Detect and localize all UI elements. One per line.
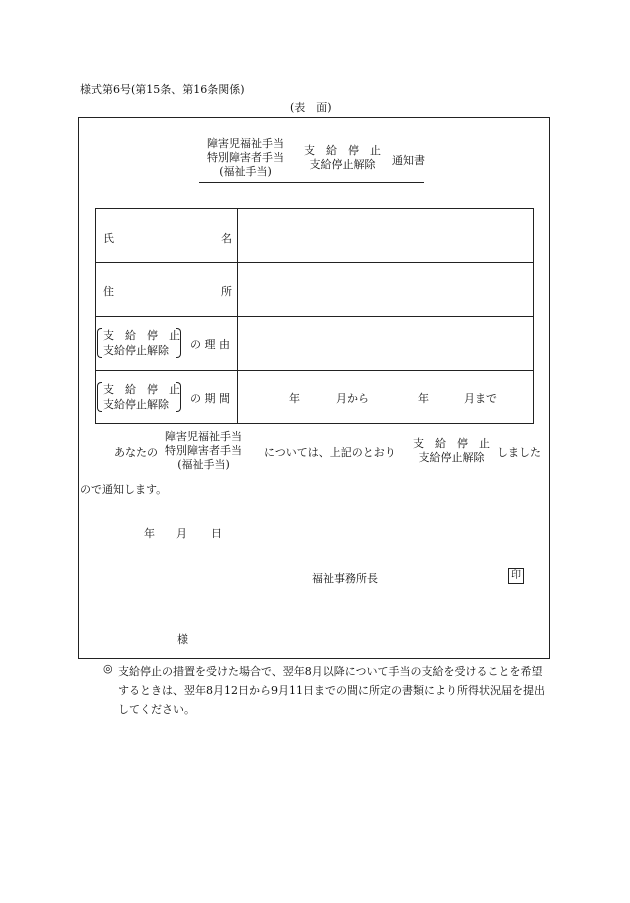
title-action-types: [304, 144, 381, 172]
seal-stamp: 印: [508, 568, 524, 584]
sentence-allowance-3: (福祉手当): [177, 458, 230, 471]
table-row-address: [96, 262, 533, 317]
action-suspend: 支 給 停 止: [304, 144, 381, 157]
note-mark: ◎: [103, 662, 113, 675]
period-brace: [97, 382, 181, 412]
title-allowance-types: [207, 137, 284, 179]
date-month: 月: [176, 527, 187, 540]
info-table: [95, 208, 534, 424]
brace-left: [97, 382, 102, 412]
reason-suspend: 支 給 停 止: [103, 329, 180, 342]
brace-left: [97, 328, 102, 358]
period-to-month: 月まで: [464, 392, 497, 405]
period-from-year: 年: [289, 392, 300, 405]
table-row-name: [96, 209, 533, 263]
sentence-action-types: [413, 437, 490, 465]
form-reference: 様式第6号(第15条、第16条関係): [80, 83, 245, 96]
name-label-char2: 名: [221, 232, 232, 245]
reason-brace-text: [103, 328, 180, 358]
address-label-char2: 所: [221, 285, 232, 298]
sentence-allowance-types: [165, 430, 242, 472]
reason-lift: 支給停止解除: [103, 344, 169, 357]
reason-suffix: の 理 由: [190, 338, 230, 351]
page-side-label: (表 面): [290, 101, 332, 114]
title-suffix: 通知書: [392, 154, 425, 167]
title-underline: [199, 182, 424, 183]
addressee-honorific: 様: [177, 633, 188, 646]
sentence-part-d: ので通知します。: [80, 483, 168, 496]
allowance-special-disability: 特別障害者手当: [207, 151, 284, 164]
action-lift-suspension: 支給停止解除: [309, 158, 376, 171]
allowance-welfare: (福祉手当): [219, 165, 272, 178]
period-lift: 支給停止解除: [103, 398, 169, 411]
office-head: 福祉事務所長: [312, 572, 378, 585]
period-suffix: の 期 間: [190, 392, 230, 405]
sentence-part-c: しました: [497, 446, 541, 459]
name-label-char1: 氏: [103, 232, 114, 245]
allowance-disabled-child: 障害児福祉手当: [207, 137, 284, 150]
period-to-year: 年: [418, 392, 429, 405]
note-text: 支給停止の措置を受けた場合で、翌年8月以降について手当の支給を受けることを希望するときは、翌年8月12日から9月11日までの間に所定の書類により所得状況届を提出してください。: [118, 665, 545, 716]
period-suspend: 支 給 停 止: [103, 383, 180, 396]
sentence-allowance-2: 特別障害者手当: [165, 444, 242, 457]
period-brace-text: [103, 382, 180, 412]
sentence-part-a: あなたの: [114, 446, 158, 459]
sentence-action-suspend: 支 給 停 止: [413, 437, 490, 450]
period-from-month: 月から: [336, 392, 369, 405]
table-row-reason: [96, 316, 533, 371]
address-label-char1: 住: [103, 285, 114, 298]
date-day: 日: [211, 527, 222, 540]
table-row-period: [96, 370, 533, 425]
date-year: 年: [144, 527, 155, 540]
sentence-action-lift: 支給停止解除: [418, 451, 485, 464]
sentence-part-b: については、上記のとおり: [264, 446, 396, 459]
reason-brace: [97, 328, 181, 358]
sentence-allowance-1: 障害児福祉手当: [165, 430, 242, 443]
